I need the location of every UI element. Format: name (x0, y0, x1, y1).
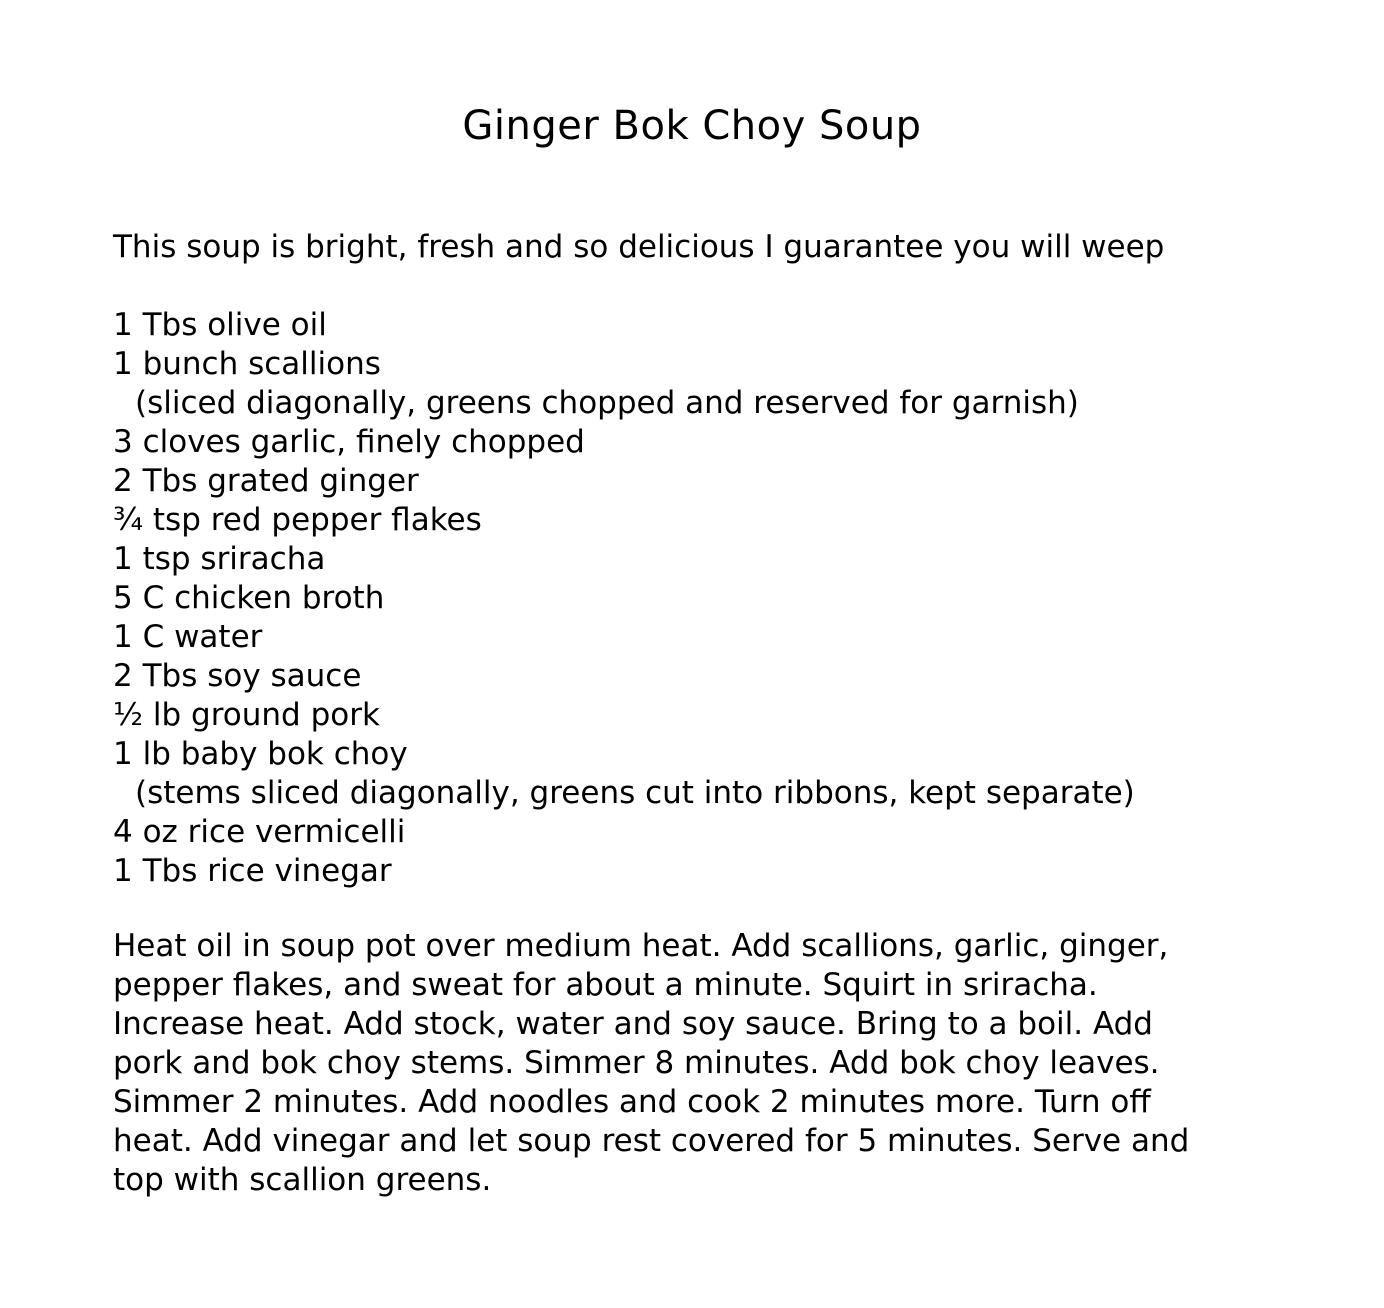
recipe-intro: This soup is bright, fresh and so delicious I guarantee you will weep (113, 229, 1165, 265)
ingredient-item: 1 lb baby bok choy (113, 736, 408, 772)
ingredient-item: 4 oz rice vermicelli (113, 814, 406, 850)
ingredient-item: ½ lb ground pork (113, 697, 380, 733)
ingredient-item: 2 Tbs grated ginger (113, 463, 419, 499)
instruction-line: Heat oil in soup pot over medium heat. Add scallions, garlic, ginger, (113, 928, 1169, 964)
instruction-line: pepper flakes, and sweat for about a minute. Squirt in sriracha. (113, 967, 1098, 1003)
ingredient-item: 3 cloves garlic, finely chopped (113, 424, 585, 460)
instruction-line: Simmer 2 minutes. Add noodles and cook 2 minutes more. Turn off (113, 1084, 1151, 1120)
ingredient-item: 1 bunch scallions (113, 346, 381, 382)
ingredient-item: 1 Tbs rice vinegar (113, 853, 392, 889)
recipe-instructions (113, 927, 1253, 1200)
ingredient-note: (sliced diagonally, greens chopped and reserved for garnish) (135, 385, 1079, 421)
ingredient-note: (stems sliced diagonally, greens cut into ribbons, kept separate) (135, 775, 1135, 811)
instruction-line: top with scallion greens. (113, 1162, 492, 1198)
ingredient-item: ¾ tsp red pepper flakes (113, 502, 482, 538)
ingredient-item: 2 Tbs soy sauce (113, 658, 362, 694)
instruction-line: pork and bok choy stems. Simmer 8 minutes. Add bok choy leaves. (113, 1045, 1160, 1081)
recipe-title: Ginger Bok Choy Soup (462, 103, 922, 149)
ingredient-item: 1 C water (113, 619, 263, 655)
instruction-line: heat. Add vinegar and let soup rest covered for 5 minutes. Serve and (113, 1123, 1190, 1159)
ingredient-item: 1 tsp sriracha (113, 541, 326, 577)
ingredient-item: 5 C chicken broth (113, 580, 385, 616)
ingredient-list (113, 306, 1135, 891)
instruction-line: Increase heat. Add stock, water and soy sauce. Bring to a boil. Add (113, 1006, 1153, 1042)
ingredient-item: 1 Tbs olive oil (113, 307, 327, 343)
